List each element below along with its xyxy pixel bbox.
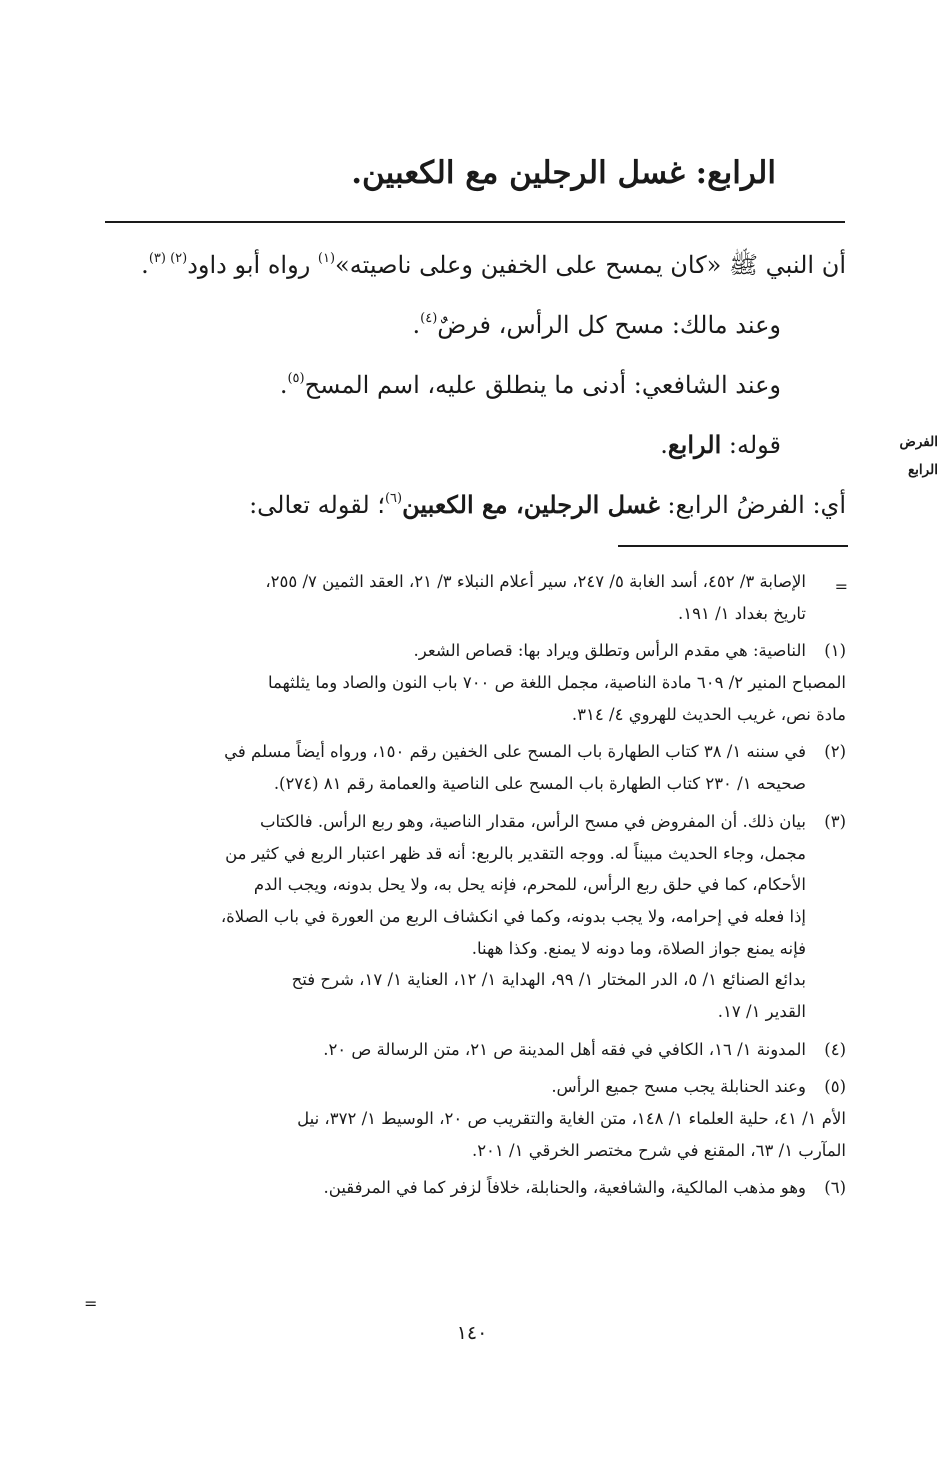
main-line-5-bold: غسل الرجلين، مع الكعبين [402, 490, 660, 519]
main-line-2-text: وعند مالك: مسح كل الرأس، فرضٌ [437, 311, 781, 339]
footnote-1-number: (١) [824, 641, 846, 661]
section-heading: الرابع: غسل الرجلين مع الكعبين. [351, 155, 776, 191]
main-line-4-label: قوله: [721, 431, 781, 459]
footnote-3-line-4: إذا فعله في إحرامه، ولا يجب بدونه، وكما في انكشاف الربع من العورة في باب الصلاة، [220, 906, 806, 926]
footnote-5-line-1 [82, 1071, 846, 1103]
footnote-3-line-5: فإنه يمنع جواز الصلاة، وما دونه لا يمنع. وكذا ههنا. [471, 938, 806, 958]
footnote-3-line-1 [82, 806, 846, 838]
footnote-2-line-2: صحيحه ١/ ٢٣٠ كتاب الطهارة باب المسح على الناصية والعمامة رقم ٨١ (٢٧٤). [273, 774, 806, 794]
main-line-4-end: . [660, 431, 668, 459]
continues-mark: = [84, 1294, 98, 1313]
footnote-ref-4: (٤) [420, 311, 438, 326]
main-line-1-text: أن النبي ﷺ «كان يمسح على الخفين وعلى ناصيته» [335, 251, 846, 279]
footnote-ref-5: (٥) [287, 371, 305, 386]
footnote-6-number: (٦) [824, 1178, 846, 1198]
footnote-3-line-3: الأحكام، كما في حلق ربع الرأس، للمحرم، فإنه يحل به، ولا يحل بدونه، ويجب الدم [253, 875, 806, 895]
footnote-2-text: في سننه ١/ ٣٨ كتاب الطهارة باب المسح على الخفين رقم ١٥٠، ورواه أيضاً مسلم في [224, 742, 806, 762]
footnote-rule [618, 545, 848, 547]
main-line-3 [86, 355, 846, 415]
footnote-4-number: (٤) [824, 1039, 846, 1059]
footnote-3-line-6: بدائع الصنائع ١/ ٥، الدر المختار ١/ ٩٩، الهداية ١/ ١٢، العناية ١/ ١٧، شرح فتح [291, 970, 806, 990]
footnote-4-line-1 [82, 1034, 846, 1066]
footnote-3-line-7: القدير ١/ ١٧. [717, 1001, 806, 1021]
margin-note [874, 428, 938, 484]
main-line-1-mid: رواه أبو داود [187, 251, 318, 279]
footnote-3-text: بيان ذلك. أن المفروض في مسح الرأس، مقدار الناصية، وهو ربع الرأس. فالكتاب [259, 811, 806, 831]
footnote-5-line-3: المآرب ١/ ٦٣، المقنع في شرح مختصر الخرقي ١/ ٢٠١. [471, 1140, 846, 1160]
footnotes [82, 566, 846, 1204]
footnote-cont-line-2: تاريخ بغداد ١/ ١٩١. [678, 603, 806, 623]
footnote-6-line-1 [82, 1172, 846, 1204]
footnote-ref-6: (٦) [384, 491, 403, 506]
margin-note-line-1: الفرض [899, 434, 938, 450]
main-text [86, 235, 846, 535]
footnote-cont-line-1: الإصابة ٣/ ٤٥٢، أسد الغابة ٥/ ٢٤٧، سير أعلام النبلاء ٣/ ٢١، العقد الثمين ٧/ ٢٥٥، [265, 572, 806, 591]
main-line-5-text: أي: الفرضُ الرابع: [659, 491, 846, 519]
footnote-ref-1: (١) [317, 251, 336, 266]
footnote-6-text: وهو مذهب المالكية، والشافعية، والحنابلة، خلافاً لزفر كما في المرفقين. [323, 1178, 806, 1198]
continuation-mark: = [834, 577, 848, 596]
main-line-5-end: ؛ لقوله تعالى: [249, 491, 385, 519]
footnote-1-line-1 [82, 635, 846, 667]
main-line-2-end: . [412, 311, 421, 339]
footnote-1-line-2: المصباح المنير ٢/ ٦٠٩ مادة الناصية، مجمل اللغة ص ٧٠٠ باب النون والصاد وما يثلثهما [267, 673, 846, 693]
main-line-4 [86, 415, 846, 475]
footnote-5-line-2: الأم ١/ ٤١، حلية العلماء ١/ ١٤٨، متن الغاية والتقريب ص ٢٠، الوسيط ١/ ٣٧٢، نيل [297, 1109, 846, 1128]
footnote-2-number: (٢) [824, 742, 846, 762]
main-line-5 [86, 475, 846, 535]
main-line-1 [86, 235, 846, 295]
main-line-3-end: . [279, 371, 288, 399]
main-line-2 [86, 295, 846, 355]
footnote-1-line-3: مادة نص، غريب الحديث للهروي ٤/ ٣١٤. [571, 704, 846, 724]
footnote-ref-2-3: (٢) (٣) [148, 251, 188, 266]
main-line-3-text: وعند الشافعي: أدنى ما ينطلق عليه، اسم المسح [304, 371, 781, 399]
footnote-3-line-2: مجمل، وجاء الحديث مبيناً له. ووجه التقدير بالربع: أنه قد ظهر اعتبار الربع في كثير من [225, 843, 806, 863]
footnote-4-text: المدونة ١/ ١٦، الكافي في فقه أهل المدينة ص ٢١، متن الرسالة ص ٢٠. [323, 1039, 806, 1059]
main-line-1-end: . [141, 251, 149, 279]
margin-note-line-2: الرابع [907, 462, 938, 478]
footnote-5-text: وعند الحنابلة يجب مسح جميع الرأس. [551, 1077, 806, 1097]
page-number: ١٤٠ [456, 1322, 488, 1344]
footnote-2-line-1 [82, 736, 846, 768]
footnote-3-number: (٣) [824, 811, 846, 831]
footnote-5-number: (٥) [824, 1077, 846, 1097]
heading-rule [105, 221, 845, 223]
main-line-4-bold: الرابع [667, 430, 722, 459]
footnote-1-text: الناصية: هي مقدم الرأس وتطلق ويراد بها: قصاص الشعر. [413, 641, 806, 661]
